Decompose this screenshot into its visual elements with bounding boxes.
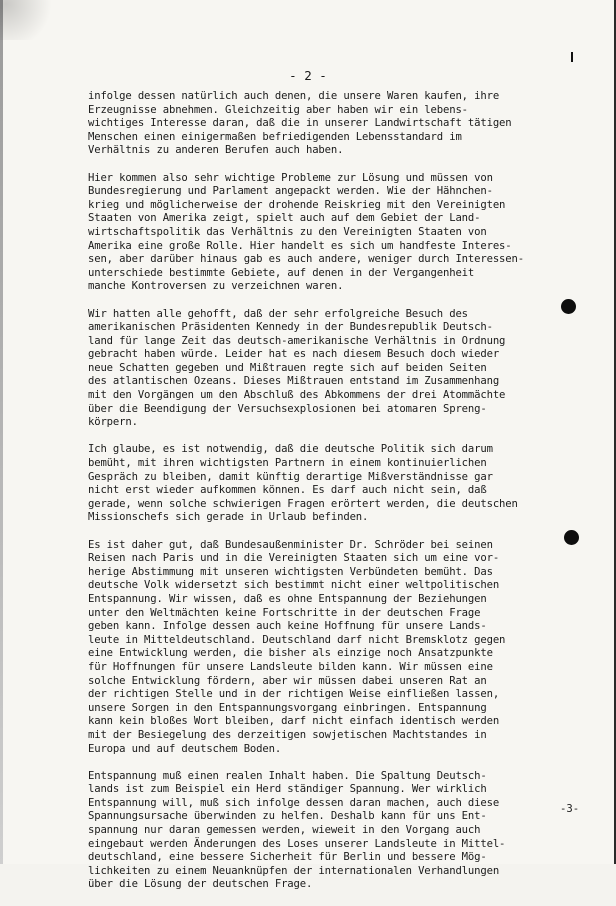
text-line: wichtiges Interesse daran, daß die in unserer Landwirtschaft tätigen: [88, 117, 512, 130]
text-line: gerade, wenn solche schwierigen Fragen erörtert werden, die deutschen: [88, 497, 518, 510]
text-line: Es ist daher gut, daß Bundesaußenminister Dr. Schröder bei seinen: [88, 538, 493, 551]
text-line: lands ist zum Beispiel ein Herd ständiger Spannung. Wer wirklich: [88, 783, 487, 796]
paragraph: [88, 443, 568, 525]
text-line: Staaten von Amerika zeigt, spielt auch auf dem Gebiet der Land-: [88, 212, 481, 225]
paragraph: [88, 90, 568, 158]
text-line: deutschland, eine bessere Sicherheit für Berlin und bessere Mög-: [88, 851, 487, 864]
text-line: mit den Vorgängen um den Abschluß des Abkommens der drei Atommächte: [88, 389, 506, 402]
text-line: geben kann. Infolge dessen auch keine Hoffnung für unsere Lands-: [88, 620, 487, 633]
paragraph: [88, 308, 568, 430]
text-line: eine Entwicklung werden, die bisher als einzige noch Ansatzpunkte: [88, 647, 493, 660]
text-line: unterschiede bestimmte Gebiete, auf denen in der Vergangenheit: [88, 266, 475, 279]
text-line: nicht erst wieder aufkommen können. Es darf auch nicht sein, daß: [88, 484, 487, 497]
text-line: Entspannung. Wir wissen, daß es ohne Entspannung der Beziehungen: [88, 592, 487, 605]
text-line: eingebaut werden Änderungen des Loses unserer Landsleute in Mittel-: [88, 837, 506, 850]
text-line: für Hoffnungen für unsere Landsleute bilden kann. Wir müssen eine: [88, 660, 493, 673]
text-line: unsere Sorgen in den Entspannungsvorgang einbringen. Entspannung: [88, 701, 487, 714]
paragraph: [88, 172, 568, 294]
text-line: der richtigen Stelle und in der richtigen Weise einfließen lassen,: [88, 688, 500, 701]
text-line: körpern.: [88, 416, 138, 429]
text-line: Gespräch zu bleiben, damit künftig derartige Mißverständnisse gar: [88, 470, 493, 483]
text-line: unter den Weltmächten keine Fortschritte in der deutschen Frage: [88, 606, 481, 619]
text-line: sen, aber darüber hinaus gab es auch andere, weniger durch Interessen-: [88, 253, 524, 266]
text-line: Reisen nach Paris und in die Vereinigten Staaten sich um eine vor-: [88, 552, 500, 565]
text-line: Entspannung will, muß sich infolge dessen daran machen, auch diese: [88, 796, 500, 809]
text-line: Entspannung muß einen realen Inhalt haben. Die Spaltung Deutsch-: [88, 769, 487, 782]
text-line: Menschen einen einigermaßen befriedigenden Lebensstandard im: [88, 130, 462, 143]
text-line: amerikanischen Präsidenten Kennedy in der Bundesrepublik Deutsch-: [88, 321, 493, 334]
text-line: solche Entwicklung fördern, aber wir müssen dabei unseren Rat an: [88, 674, 487, 687]
text-line: Missionschefs sich gerade in Urlaub befinden.: [88, 511, 369, 524]
text-line: land für lange Zeit das deutsch-amerikanische Verhältnis in Ordnung: [88, 334, 506, 347]
page-number: - 2 -: [289, 68, 327, 83]
punch-hole-upper: [561, 299, 576, 314]
text-line: infolge dessen natürlich auch denen, die unsere Waren kaufen, ihre: [88, 90, 500, 102]
next-page-marker: -3-: [560, 803, 580, 815]
text-line: über die Lösung der deutschen Frage.: [88, 878, 313, 891]
text-line: deutsche Volk widersetzt sich bestimmt nicht einer weltpolitischen: [88, 579, 500, 592]
text-line: manche Kontroversen zu verzeichnen waren.: [88, 280, 344, 293]
text-line: herige Abstimmung mit unseren wichtigsten Verbündeten bemüht. Das: [88, 565, 493, 578]
text-line: spannung nur daran gemessen werden, wieweit in den Vorgang auch: [88, 824, 481, 837]
text-line: wirtschaftspolitik das Verhältnis zu den Vereinigten Staaten von: [88, 225, 487, 238]
text-line: gebracht haben würde. Leider hat es nach diesem Besuch doch wieder: [88, 348, 500, 361]
scan-edge: [0, 0, 3, 864]
text-line: neue Schatten gegeben und Mißtrauen regte sich auf beiden Seiten: [88, 361, 487, 374]
scan-corner-noise: [0, 0, 60, 40]
text-line: Amerika eine große Rolle. Hier handelt es sich um handfeste Interes-: [88, 239, 512, 252]
text-line: mit der Besiegelung des derzeitigen sowjetischen Machtstandes in: [88, 728, 487, 741]
text-line: lichkeiten zu einem Neuanknüpfen der internationalen Verhandlungen: [88, 864, 500, 877]
text-line: bemüht, mit ihren wichtigsten Partnern in einem kontinuierlichen: [88, 457, 487, 470]
body-text: [88, 90, 568, 906]
text-line: leute in Mitteldeutschland. Deutschland darf nicht Bremsklotz gegen: [88, 633, 506, 646]
text-line: krieg und möglicherweise der drohende Reiskrieg mit den Vereinigten: [88, 198, 506, 211]
text-line: Erzeugnisse abnehmen. Gleichzeitig aber haben wir ein lebens-: [88, 103, 468, 116]
text-line: über die Beendigung der Versuchsexplosionen bei atomaren Spreng-: [88, 402, 487, 415]
text-line: Wir hatten alle gehofft, daß der sehr erfolgreiche Besuch des: [88, 307, 468, 320]
text-line: Verhältnis zu anderen Berufen auch haben.: [88, 144, 344, 157]
punch-hole-lower: [564, 530, 579, 545]
text-line: Hier kommen also sehr wichtige Probleme zur Lösung und müssen von: [88, 171, 493, 184]
text-line: des atlantischen Ozeans. Dieses Mißtrauen entstand im Zusammenhang: [88, 375, 500, 388]
margin-tick-mark: [571, 52, 573, 62]
text-line: Spannungsursache überwinden zu helfen. Deshalb kann für uns Ent-: [88, 810, 487, 823]
text-line: Ich glaube, es ist notwendig, daß die deutsche Politik sich darum: [88, 443, 493, 456]
text-line: Bundesregierung und Parlament angepackt werden. Wie der Hähnchen-: [88, 185, 493, 198]
text-line: Europa und auf deutschem Boden.: [88, 742, 282, 755]
paragraph: [88, 539, 568, 757]
paragraph: [88, 770, 568, 892]
text-line: kann kein bloßes Wort bleiben, darf nicht einfach identisch werden: [88, 715, 500, 728]
